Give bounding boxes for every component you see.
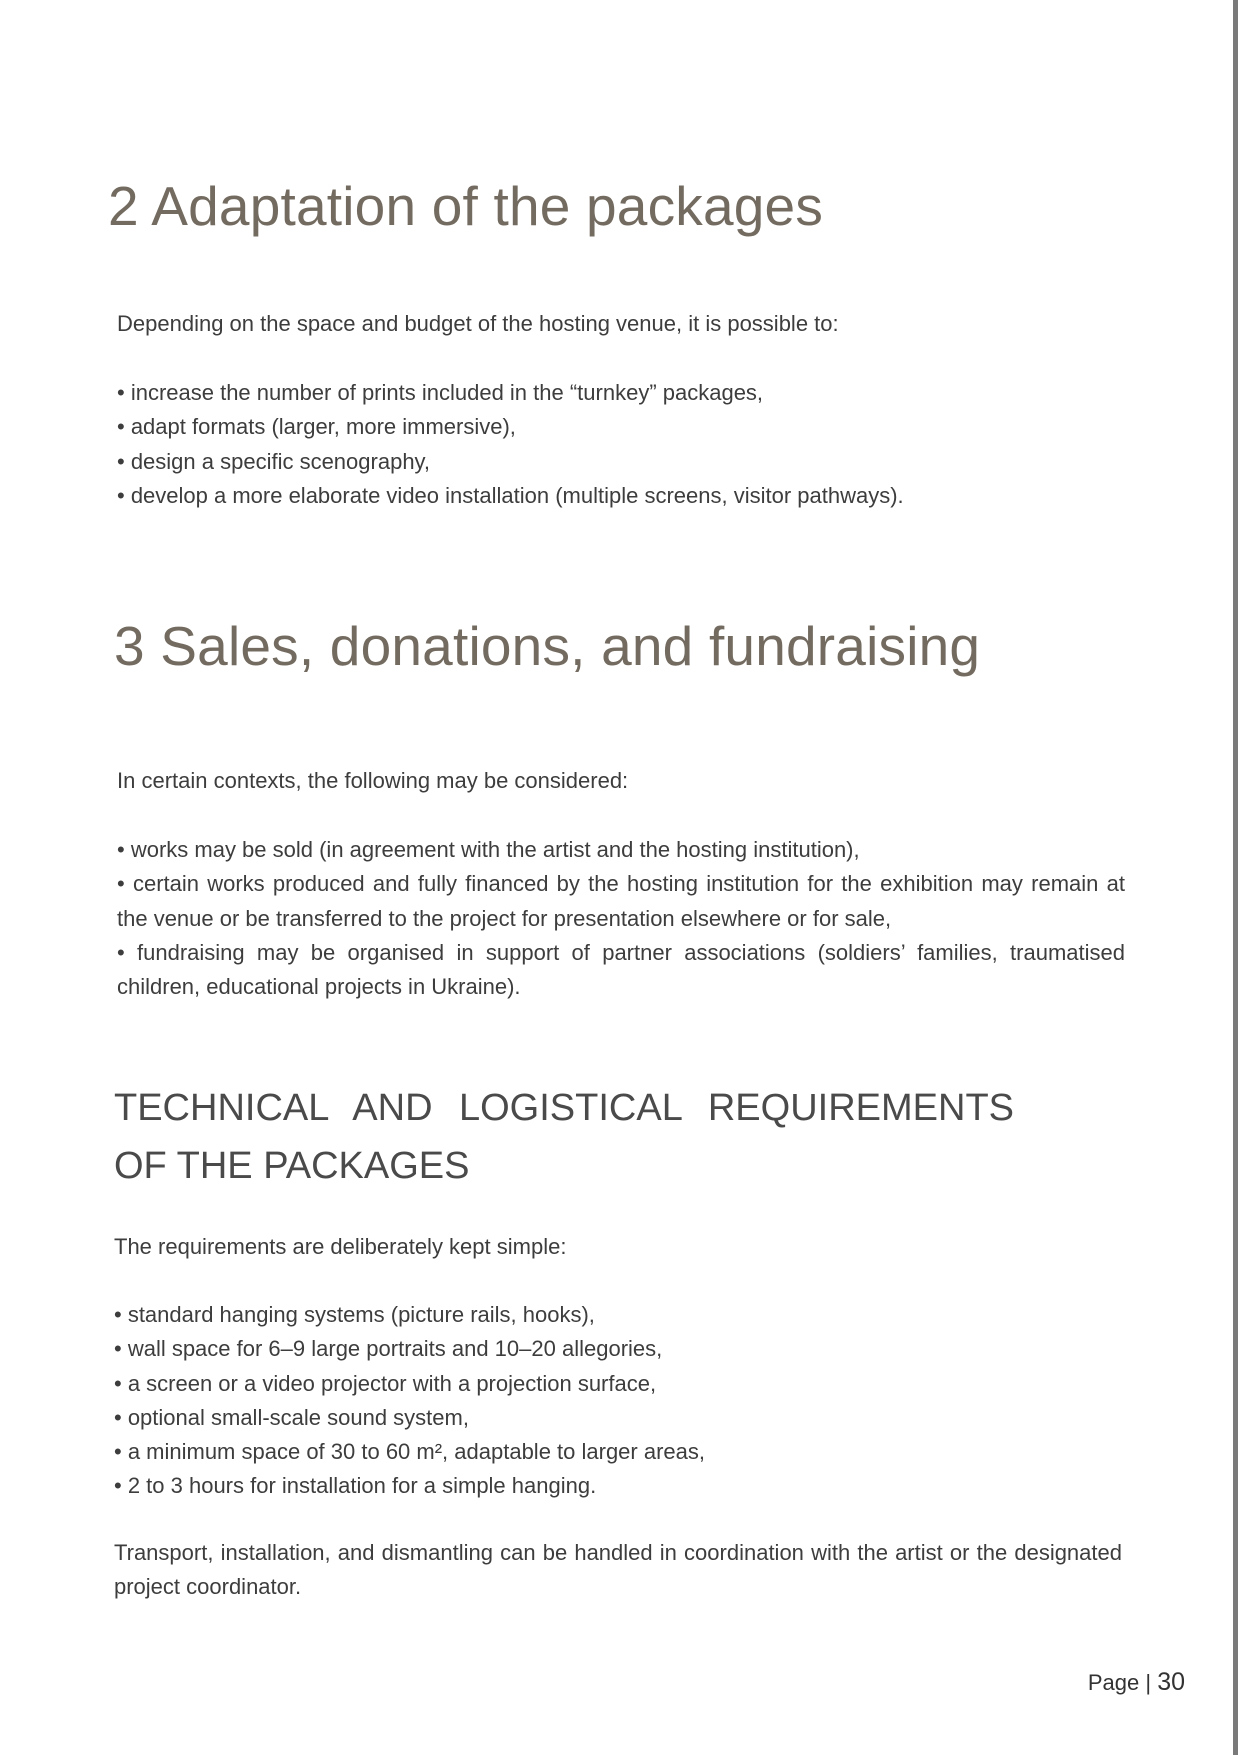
page-number: 30 [1157,1668,1185,1696]
list-item: • wall space for 6–9 large portraits and 10–20 allegories, [114,1336,663,1362]
section-2-list [117,376,1127,513]
list-item: • a minimum space of 30 to 60 m², adaptable to larger areas, [114,1439,706,1465]
list-item: • 2 to 3 hours for installation for a simple hanging. [114,1473,597,1499]
technical-list [114,1298,1124,1504]
list-item: • adapt formats (larger, more immersive), [117,414,516,440]
technical-intro: The requirements are deliberately kept simple: [114,1234,567,1259]
page-edge-rule [1233,0,1238,1755]
technical-closing: Transport, installation, and dismantling can be handled in coordination with the artist or the designated project coordinator. [114,1540,1122,1599]
list-item: • standard hanging systems (picture rails, hooks), [114,1302,595,1327]
list-item: • works may be sold (in agreement with the artist and the hosting institution), [117,837,860,862]
section-2-intro: Depending on the space and budget of the hosting venue, it is possible to: [117,311,839,336]
page-footer [1088,1668,1185,1697]
title-line-1: TECHNICAL AND LOGISTICAL REQUIREMENTS [114,1087,1014,1129]
technical-requirements-title [114,1079,1014,1195]
list-item: • develop a more elaborate video installation (multiple screens, visitor pathways). [117,482,904,508]
list-item: • increase the number of prints included in the “turnkey” packages, [117,380,764,405]
section-3-list [117,833,1125,1004]
section-2-title: 2 Adaptation of the packages [108,175,824,237]
list-item: • fundraising may be organised in support of partner associations (soldiers’ families, traumatised children, educational projects in Ukraine). [117,939,1125,1000]
section-3-intro: In certain contexts, the following may be considered: [117,768,629,793]
list-item: • design a specific scenography, [117,448,431,474]
list-item: • certain works produced and fully financed by the hosting institution for the exhibition may remain at the venue or be transferred to the project for presentation elsewhere or for sale, [117,871,1125,931]
list-item: • optional small-scale sound system, [114,1404,469,1430]
title-line-2: OF THE PACKAGES [114,1145,470,1187]
section-3-title: 3 Sales, donations, and fundraising [114,615,981,677]
page-label: Page | [1087,1670,1152,1695]
list-item: • a screen or a video projector with a projection surface, [114,1370,657,1396]
